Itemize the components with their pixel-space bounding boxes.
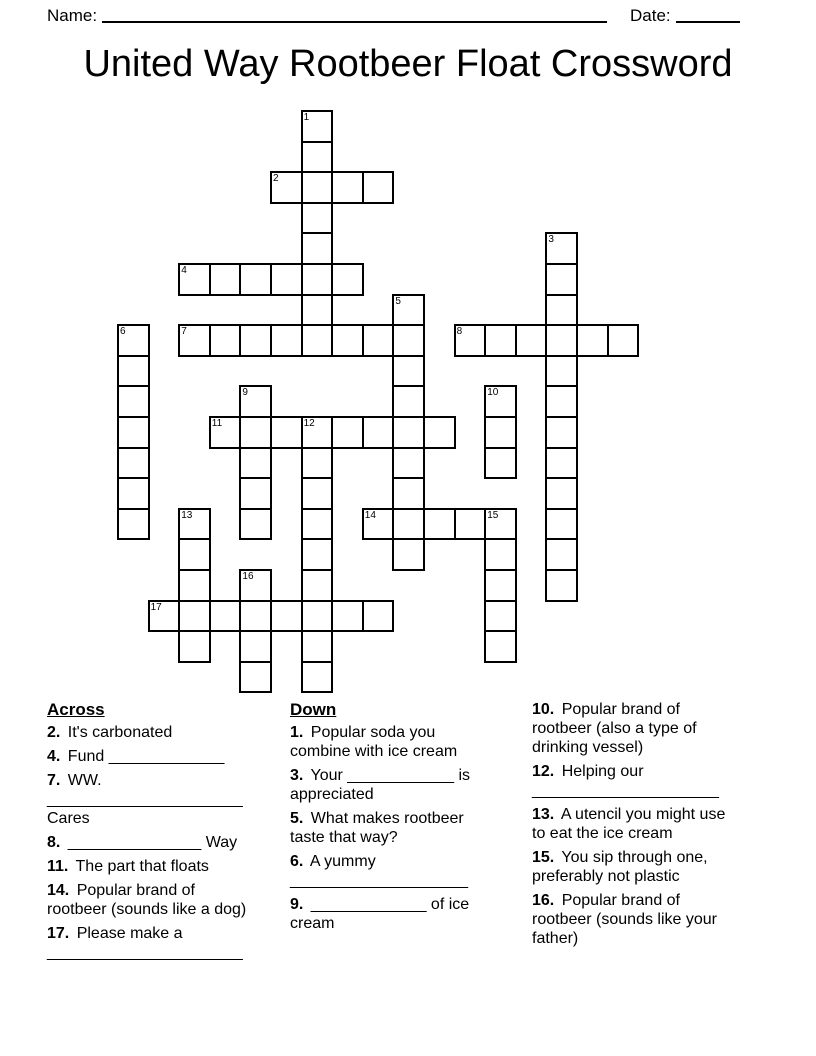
grid-cell — [484, 447, 517, 480]
grid-cell — [178, 538, 211, 571]
cell-number: 4 — [181, 265, 187, 276]
grid-cell — [301, 141, 334, 174]
cell-number: 12 — [303, 418, 315, 429]
grid-cell — [117, 508, 150, 541]
grid-cell — [301, 569, 334, 602]
clue-item: 11. The part that floats — [47, 858, 209, 875]
grid-cell — [239, 385, 272, 418]
grid-cell — [301, 447, 334, 480]
grid-cell — [301, 508, 334, 541]
grid-cell — [301, 171, 334, 204]
clue-number: 16. — [532, 892, 555, 909]
grid-cell — [484, 600, 517, 633]
grid-cell — [545, 355, 578, 388]
grid-cell — [301, 324, 334, 357]
grid-cell — [117, 477, 150, 510]
cell-number: 2 — [273, 173, 279, 185]
grid-cell — [392, 385, 425, 418]
grid-cell — [331, 171, 364, 204]
grid-cell — [178, 600, 211, 633]
cell-number: 7 — [181, 326, 187, 338]
grid-cell — [454, 508, 487, 541]
grid-cell — [301, 600, 334, 633]
grid-cell — [270, 263, 303, 296]
grid-cell — [178, 324, 211, 357]
grid-cell — [301, 661, 334, 694]
clue-number: 11. — [47, 858, 69, 875]
grid-cell — [117, 447, 150, 480]
grid-cell — [392, 477, 425, 510]
grid-cell — [301, 416, 334, 449]
grid-cell — [117, 385, 150, 418]
clue-number: 12. — [532, 763, 555, 780]
grid-cell — [270, 324, 303, 357]
grid-cell — [148, 600, 181, 633]
grid-cell — [545, 385, 578, 418]
across-clues-list — [47, 723, 252, 962]
grid-cell — [239, 416, 272, 449]
clue-item: 5. What makes rootbeer taste that way? — [290, 810, 464, 846]
clue-item: 12. Helping our _____________________ — [532, 763, 719, 799]
clue-number: 1. — [290, 724, 304, 741]
grid-cell — [209, 324, 242, 357]
grid-cell — [331, 600, 364, 633]
grid-cell — [545, 508, 578, 541]
clue-item: 15. You sip through one, preferably not plastic — [532, 849, 708, 885]
grid-cell — [545, 538, 578, 571]
grid-cell — [178, 630, 211, 663]
clue-item: 8. _______________ Way — [47, 834, 238, 851]
cell-number: 16 — [242, 571, 254, 582]
grid-cell — [301, 232, 334, 265]
clue-item: 7. WW. ______________________ Cares — [47, 772, 243, 827]
grid-cell — [392, 538, 425, 571]
grid-cell — [301, 110, 334, 143]
date-label: Date: — [630, 6, 671, 25]
clue-number: 8. — [47, 834, 61, 851]
grid-cell — [484, 324, 517, 357]
clue-item: 14. Popular brand of rootbeer (sounds like a dog) — [47, 882, 247, 918]
grid-cell — [515, 324, 548, 357]
grid-cell — [545, 569, 578, 602]
cell-number: 9 — [242, 387, 248, 399]
grid-cell — [270, 171, 303, 204]
clue-item: 10. Popular brand of rootbeer (also a type of drinking vessel) — [532, 701, 697, 756]
clues-column-across — [47, 700, 252, 967]
cell-number: 11 — [211, 418, 223, 429]
grid-cell — [117, 324, 150, 357]
cell-number: 17 — [150, 601, 162, 613]
grid-cell — [239, 600, 272, 633]
name-label: Name: — [47, 6, 98, 25]
grid-cell — [209, 600, 242, 633]
grid-cell — [362, 171, 395, 204]
grid-cell — [301, 294, 334, 327]
cell-number: 13 — [181, 509, 193, 521]
grid-cell — [454, 324, 487, 357]
grid-cell — [484, 569, 517, 602]
clue-item: 6. A yummy ____________________ — [290, 853, 468, 889]
down-header: Down — [290, 700, 337, 719]
grid-cell — [484, 416, 517, 449]
cell-number: 10 — [487, 387, 499, 399]
cell-number: 5 — [395, 295, 401, 307]
grid-cell — [301, 202, 334, 235]
grid-cell — [484, 630, 517, 663]
grid-cell — [117, 416, 150, 449]
clue-number: 14. — [47, 882, 70, 899]
grid-cell — [301, 630, 334, 663]
grid-cell — [392, 324, 425, 357]
crossword-grid — [117, 110, 640, 694]
cell-number: 8 — [456, 326, 463, 338]
grid-cell — [178, 263, 211, 296]
grid-cell — [545, 294, 578, 327]
grid-cell — [178, 569, 211, 602]
clue-item: 1. Popular soda you combine with ice cream — [290, 724, 458, 760]
grid-cell — [331, 263, 364, 296]
grid-cell — [484, 538, 517, 571]
grid-cell — [484, 508, 517, 541]
clue-number: 5. — [290, 810, 304, 827]
down-clues-list — [290, 723, 480, 933]
grid-cell — [270, 600, 303, 633]
grid-cell — [117, 355, 150, 388]
grid-cell — [392, 508, 425, 541]
grid-cell — [239, 661, 272, 694]
cell-number: 14 — [364, 509, 376, 521]
grid-cell — [545, 232, 578, 265]
clue-number: 7. — [47, 772, 61, 789]
grid-cell — [576, 324, 609, 357]
clue-number: 15. — [532, 849, 555, 866]
grid-cell — [362, 324, 395, 357]
clue-number: 3. — [290, 767, 304, 784]
grid-cell — [209, 416, 242, 449]
clue-item: 13. A utencil you might use to eat the ice cream — [532, 806, 726, 842]
grid-cell — [209, 263, 242, 296]
grid-cell — [270, 416, 303, 449]
grid-cell — [545, 477, 578, 510]
clue-number: 2. — [47, 724, 61, 741]
grid-cell — [545, 263, 578, 296]
page-title: United Way Rootbeer Float Crossword — [83, 43, 733, 85]
grid-cell — [362, 600, 395, 633]
grid-cell — [392, 416, 425, 449]
grid-cell — [239, 508, 272, 541]
grid-cell — [239, 477, 272, 510]
grid-cell — [239, 263, 272, 296]
grid-cell — [301, 263, 334, 296]
clue-item: 2. It's carbonated — [47, 724, 173, 741]
grid-cell — [423, 416, 456, 449]
clue-number: 6. — [290, 853, 304, 870]
grid-cell — [392, 294, 425, 327]
clue-item: 9. _____________ of ice cream — [290, 896, 470, 932]
clues-column-down-continued — [532, 700, 728, 953]
grid-cell — [301, 538, 334, 571]
cell-number: 15 — [487, 509, 499, 521]
down-clues-list-continued — [532, 700, 728, 948]
name-blank-line — [102, 21, 607, 23]
clue-item: 3. Your ____________ is appreciated — [290, 767, 471, 803]
grid-cell — [301, 477, 334, 510]
grid-cell — [607, 324, 640, 357]
clue-number: 10. — [532, 701, 555, 718]
grid-cell — [545, 324, 578, 357]
grid-cell — [392, 355, 425, 388]
clues-column-down — [290, 700, 480, 938]
grid-cell — [239, 324, 272, 357]
clue-item: 4. Fund _____________ — [47, 748, 225, 765]
grid-cell — [362, 508, 395, 541]
clue-number: 13. — [532, 806, 555, 823]
clue-item: 16. Popular brand of rootbeer (sounds like your father) — [532, 892, 717, 947]
clue-number: 17. — [47, 925, 70, 942]
cell-number: 1 — [303, 112, 310, 123]
grid-cell — [331, 324, 364, 357]
grid-cell — [545, 416, 578, 449]
cell-number: 3 — [548, 234, 554, 246]
grid-cell — [545, 447, 578, 480]
across-header: Across — [47, 700, 105, 719]
grid-cell — [331, 416, 364, 449]
grid-cell — [392, 447, 425, 480]
clue-number: 4. — [47, 748, 61, 765]
clue-number: 9. — [290, 896, 304, 913]
grid-cell — [362, 416, 395, 449]
grid-cell — [484, 385, 517, 418]
clue-item: 17. Please make a ______________________ — [47, 925, 243, 961]
grid-cell — [239, 447, 272, 480]
cell-number: 6 — [120, 326, 126, 338]
date-blank-line — [676, 21, 740, 23]
grid-cell — [178, 508, 211, 541]
grid-cell — [239, 569, 272, 602]
grid-cell — [423, 508, 456, 541]
grid-cell — [239, 630, 272, 663]
